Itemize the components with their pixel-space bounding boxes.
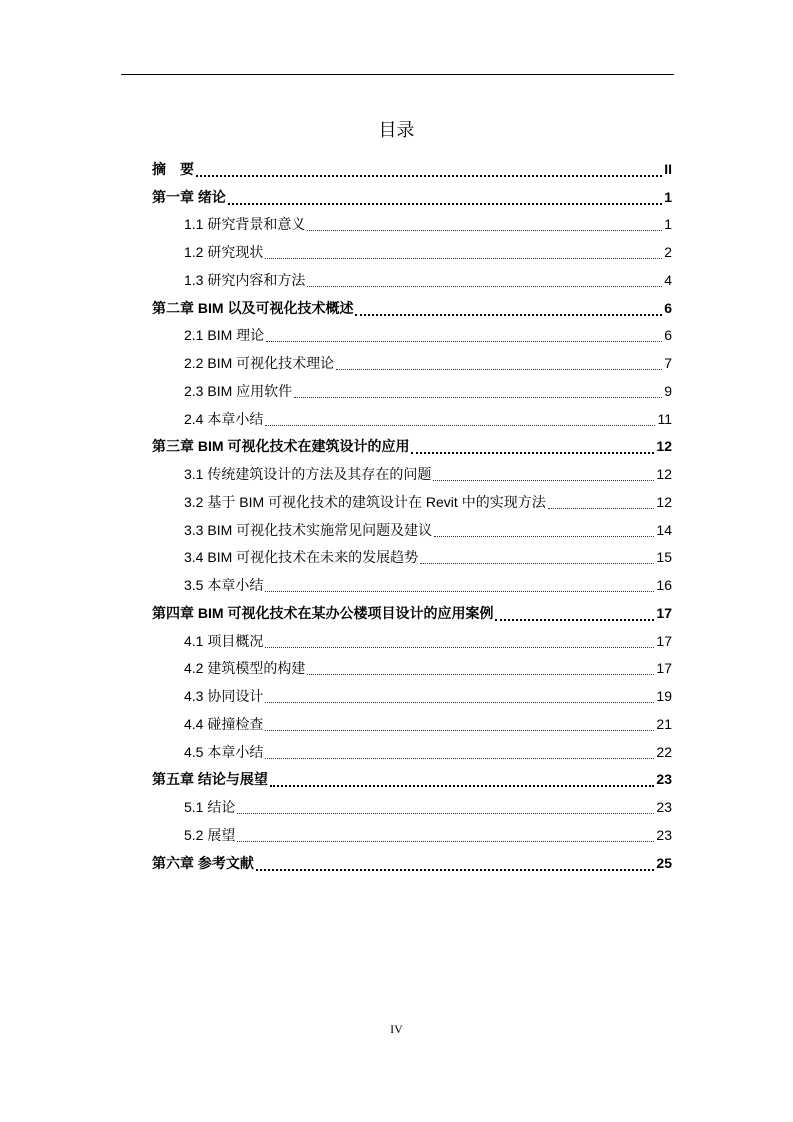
toc-chapter-entry[interactable] [152,183,672,211]
toc-chapter-entry[interactable] [152,599,672,627]
dot-leader [256,869,655,871]
toc-entry-label: 2.1 BIM 理论 [184,327,265,344]
dot-leader [228,203,662,205]
toc-chapter-entry[interactable] [152,433,672,461]
dot-leader [266,341,662,342]
toc-entry-page: 9 [664,382,672,399]
toc-entry-page: 11 [657,410,672,427]
dot-leader [265,425,655,426]
dot-leader [265,647,654,648]
header-rule [121,74,674,75]
toc-title: 目录 [378,120,415,140]
dot-leader [307,286,662,287]
toc-entry-page: 12 [656,493,672,510]
toc-entry-label: 2.3 BIM 应用软件 [184,382,293,399]
toc-entry-label: 2.2 BIM 可视化技术理论 [184,355,335,371]
toc-entry-label: 1.1 研究背景和意义 [184,216,306,233]
dot-leader [411,452,654,454]
toc-entry-label: 3.3 BIM 可视化技术实施常见问题及建议 [184,521,433,538]
toc-entry-page: 12 [656,438,672,455]
toc-chapter-entry[interactable] [152,849,672,877]
toc-entry-page: 2 [664,244,672,260]
dot-leader [336,369,662,370]
dot-leader [265,702,654,703]
toc-section-entry[interactable] [152,405,672,433]
toc-entry-page: 17 [656,632,672,649]
dot-leader [265,758,654,759]
dot-leader [270,785,655,787]
toc-entry-label: 1.2 研究现状 [184,244,264,260]
toc-entry-page: 7 [664,355,672,371]
toc-section-entry[interactable] [152,821,672,849]
toc-entry-label: 第三章 BIM 可视化技术在建筑设计的应用 [152,438,410,455]
toc-entry-label: 第六章 参考文献 [152,854,254,871]
toc-entry-label: 4.4 碰撞检查 [184,715,264,732]
toc-entry-page: 6 [664,327,672,344]
toc-entry-page: 12 [656,466,672,482]
toc-entry-page: 4 [664,271,672,288]
dot-leader [265,591,654,592]
toc-entry-page: 23 [656,771,672,788]
toc-section-entry[interactable] [152,682,672,710]
toc-section-entry[interactable] [152,710,672,738]
toc-chapter-entry[interactable] [152,155,672,183]
toc-entry-page: 14 [656,521,672,538]
toc-section-entry[interactable] [152,460,672,488]
toc-entry-label: 第一章 绪论 [152,188,226,205]
toc-section-entry[interactable] [152,211,672,239]
toc-section-entry[interactable] [152,544,672,572]
toc-section-entry[interactable] [152,266,672,294]
toc-entry-label: 第二章 BIM 以及可视化技术概述 [152,299,354,316]
toc-entry-page: 22 [656,743,672,760]
toc-entry-label: 1.3 研究内容和方法 [184,271,306,288]
dot-leader [433,480,654,481]
toc-entry-label: 4.1 项目概况 [184,632,264,649]
toc-section-entry[interactable] [152,793,672,821]
dot-leader [434,536,654,537]
toc-entry-label: 3.2 基于 BIM 可视化技术的建筑设计在 Revit 中的实现方法 [184,493,546,510]
toc-entry-page: 21 [656,715,672,732]
toc-entry-page: 25 [656,854,672,871]
toc-entry-page: 17 [656,604,672,621]
toc-entry-page: 23 [656,799,672,815]
toc-entry-page: 6 [664,299,672,316]
dot-leader [307,674,654,675]
toc-section-entry[interactable] [152,377,672,405]
toc-entry-label: 4.3 协同设计 [184,688,264,704]
dot-leader [420,563,654,564]
dot-leader [237,841,654,842]
toc-section-entry[interactable] [152,571,672,599]
toc-entry-label: 3.5 本章小结 [184,577,264,593]
toc-entry-label: 5.1 结论 [184,799,236,815]
dot-leader [196,175,662,177]
toc-entry-page: 19 [656,688,672,704]
toc-entry-page: 17 [656,660,672,677]
page-number: IV [390,1022,403,1036]
toc-entry-label: 4.2 建筑模型的构建 [184,660,306,677]
toc-entry-label: 摘 要 [152,160,194,177]
dot-leader [495,619,654,621]
toc-entry-page: II [664,160,672,177]
toc-entry-page: 16 [656,577,672,593]
toc-entry-label: 3.1 传统建筑设计的方法及其存在的问题 [184,466,432,482]
dot-leader [307,230,662,231]
toc-entry-page: 1 [664,188,672,205]
toc-entry-label: 3.4 BIM 可视化技术在未来的发展趋势 [184,549,419,566]
toc-chapter-entry[interactable] [152,294,672,322]
toc-section-entry[interactable] [152,738,672,766]
toc-chapter-entry[interactable] [152,766,672,794]
dot-leader [294,397,662,398]
dot-leader [265,730,654,731]
toc-section-entry[interactable] [152,655,672,683]
toc-entry-label: 2.4 本章小结 [184,410,264,427]
toc-entry-label: 4.5 本章小结 [184,743,264,760]
toc-entry-page: 15 [656,549,672,566]
dot-leader [548,508,655,509]
toc-section-entry[interactable] [152,627,672,655]
dot-leader [237,813,654,814]
table-of-contents [152,155,672,877]
toc-entry-label: 第四章 BIM 可视化技术在某办公楼项目设计的应用案例 [152,604,494,621]
toc-section-entry[interactable] [152,488,672,516]
dot-leader [265,258,662,259]
toc-entry-page: 1 [664,216,672,233]
toc-section-entry[interactable] [152,322,672,350]
toc-section-entry[interactable] [152,349,672,377]
toc-entry-page: 23 [656,826,672,843]
toc-entry-label: 第五章 结论与展望 [152,771,268,788]
toc-entry-label: 5.2 展望 [184,826,236,843]
toc-section-entry[interactable] [152,238,672,266]
toc-section-entry[interactable] [152,516,672,544]
dot-leader [355,314,662,316]
